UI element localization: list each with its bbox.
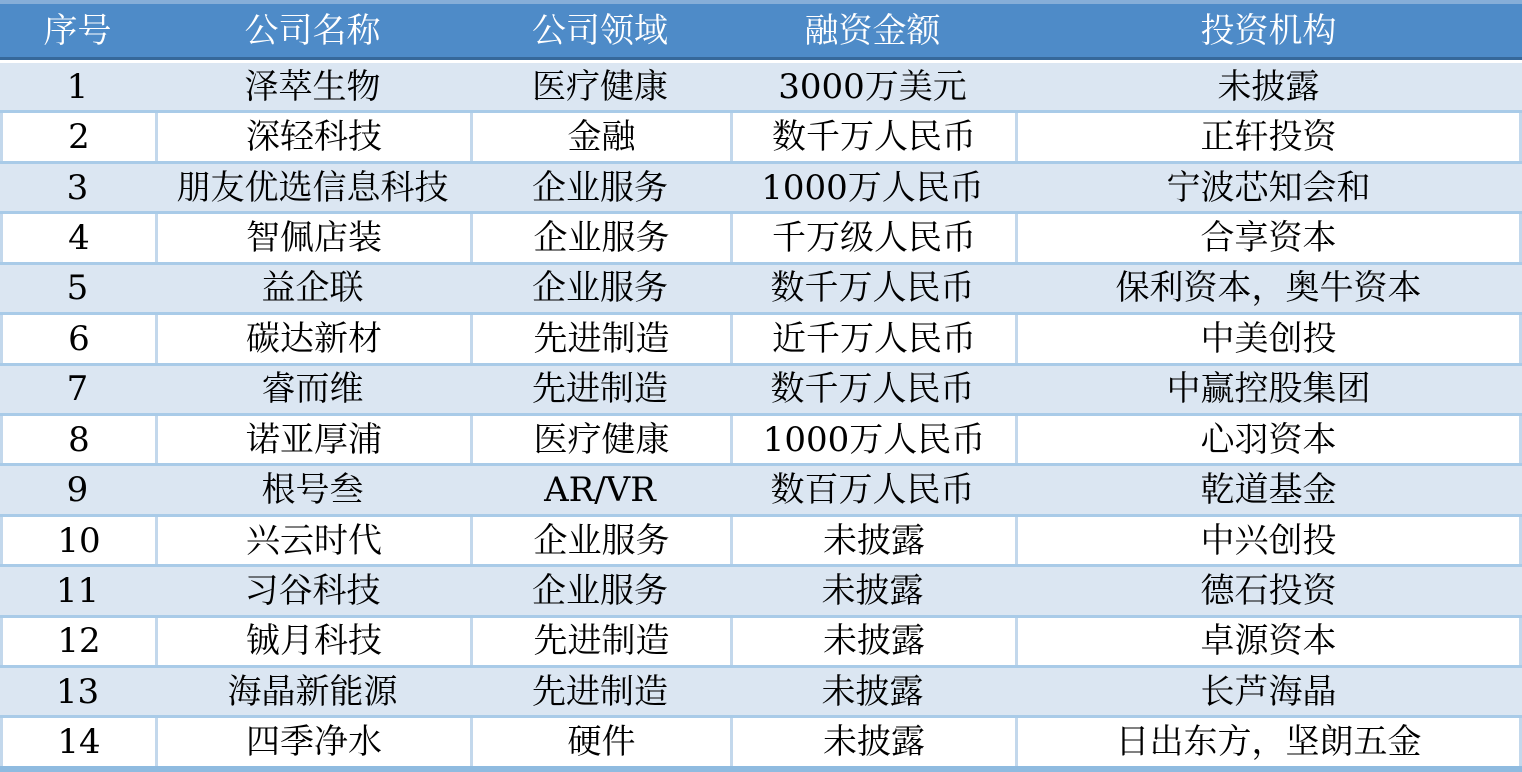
funding-amount-cell: 未披露 xyxy=(821,570,924,611)
table-row xyxy=(0,463,1522,513)
table-body xyxy=(0,63,1522,766)
investors-cell: 宁波芯知会和 xyxy=(1166,167,1371,208)
investors-cell: 乾道基金 xyxy=(1200,470,1337,511)
company-field-cell: AR/VR xyxy=(544,470,656,511)
table-row xyxy=(0,564,1522,614)
funding-amount-cell: 1000万人民币 xyxy=(730,416,1015,463)
company-name-cell: 睿而维 xyxy=(261,369,364,410)
index-cell: 9 xyxy=(66,470,89,511)
funding-amount-cell: 数百万人民币 xyxy=(770,470,975,511)
index-cell: 5 xyxy=(66,268,89,309)
company-name-cell: 泽萃生物 xyxy=(244,66,381,107)
index-cell: 2 xyxy=(0,113,155,160)
company-field-cell: 医疗健康 xyxy=(531,66,668,107)
company-field-cell: 金融 xyxy=(470,113,730,160)
column-header-index: 序号 xyxy=(43,10,112,51)
investors-cell: 卓源资本 xyxy=(1015,618,1522,665)
company-field-cell: 企业服务 xyxy=(470,517,730,564)
funding-amount-cell: 1000万人民币 xyxy=(761,167,984,208)
company-field-cell: 企业服务 xyxy=(531,268,668,309)
index-cell: 14 xyxy=(0,718,155,765)
company-field-cell: 先进制造 xyxy=(531,671,668,712)
funding-amount-cell: 未披露 xyxy=(730,517,1015,564)
index-cell: 13 xyxy=(55,671,100,712)
table-row xyxy=(0,363,1522,413)
funding-amount-cell: 未披露 xyxy=(730,718,1015,765)
company-name-cell: 习谷科技 xyxy=(244,570,381,611)
investors-cell: 德石投资 xyxy=(1200,570,1337,611)
table-header-row xyxy=(0,4,1522,60)
company-field-cell: 先进制造 xyxy=(470,618,730,665)
company-name-cell: 四季净水 xyxy=(155,718,470,765)
company-name-cell: 铖月科技 xyxy=(155,618,470,665)
company-name-cell: 智佩店装 xyxy=(155,214,470,261)
company-name-cell: 朋友优选信息科技 xyxy=(176,167,449,208)
index-cell: 7 xyxy=(66,369,89,410)
table-row xyxy=(0,514,1522,564)
table-row xyxy=(0,665,1522,715)
company-name-cell: 兴云时代 xyxy=(155,517,470,564)
table-row xyxy=(0,312,1522,362)
table-row xyxy=(0,715,1522,765)
investors-cell: 心羽资本 xyxy=(1015,416,1522,463)
table-row xyxy=(0,211,1522,261)
index-cell: 3 xyxy=(66,167,89,208)
funding-amount-cell: 数千万人民币 xyxy=(770,369,975,410)
column-header-company-name: 公司名称 xyxy=(244,10,381,51)
index-cell: 6 xyxy=(0,315,155,362)
investors-cell: 合享资本 xyxy=(1015,214,1522,261)
index-cell: 12 xyxy=(0,618,155,665)
investors-cell: 中美创投 xyxy=(1015,315,1522,362)
company-field-cell: 企业服务 xyxy=(531,167,668,208)
column-header-investors: 投资机构 xyxy=(1200,10,1337,51)
company-field-cell: 企业服务 xyxy=(470,214,730,261)
company-name-cell: 益企联 xyxy=(261,268,364,309)
funding-amount-cell: 近千万人民币 xyxy=(730,315,1015,362)
investors-cell: 日出东方，坚朗五金 xyxy=(1015,718,1522,765)
investors-cell: 中赢控股集团 xyxy=(1166,369,1371,410)
index-cell: 4 xyxy=(0,214,155,261)
company-name-cell: 根号叁 xyxy=(261,470,364,511)
company-name-cell: 海晶新能源 xyxy=(227,671,398,712)
table-row xyxy=(0,63,1522,110)
index-cell: 8 xyxy=(0,416,155,463)
company-name-cell: 诺亚厚浦 xyxy=(155,416,470,463)
index-cell: 10 xyxy=(0,517,155,564)
investors-cell: 中兴创投 xyxy=(1015,517,1522,564)
table-row xyxy=(0,161,1522,211)
company-name-cell: 碳达新材 xyxy=(155,315,470,362)
funding-amount-cell: 千万级人民币 xyxy=(730,214,1015,261)
index-cell: 1 xyxy=(66,66,89,107)
table-row xyxy=(0,110,1522,160)
company-name-cell: 深轻科技 xyxy=(155,113,470,160)
funding-amount-cell: 3000万美元 xyxy=(778,66,967,107)
investors-cell: 正轩投资 xyxy=(1015,113,1522,160)
column-header-funding-amount: 融资金额 xyxy=(804,10,941,51)
investors-cell: 未披露 xyxy=(1217,66,1320,107)
company-field-cell: 先进制造 xyxy=(470,315,730,362)
funding-amount-cell: 未披露 xyxy=(821,671,924,712)
index-cell: 11 xyxy=(55,570,100,611)
funding-amount-cell: 数千万人民币 xyxy=(730,113,1015,160)
column-header-company-field: 公司领域 xyxy=(531,10,668,51)
table-row xyxy=(0,413,1522,463)
table-row xyxy=(0,262,1522,312)
funding-amount-cell: 数千万人民币 xyxy=(770,268,975,309)
company-field-cell: 企业服务 xyxy=(531,570,668,611)
funding-amount-cell: 未披露 xyxy=(730,618,1015,665)
company-field-cell: 医疗健康 xyxy=(470,416,730,463)
table-bottom-border xyxy=(0,766,1522,772)
company-field-cell: 先进制造 xyxy=(531,369,668,410)
investors-cell: 保利资本，奥牛资本 xyxy=(1115,268,1422,309)
table-row xyxy=(0,615,1522,665)
investors-cell: 长芦海晶 xyxy=(1200,671,1337,712)
company-field-cell: 硬件 xyxy=(470,718,730,765)
